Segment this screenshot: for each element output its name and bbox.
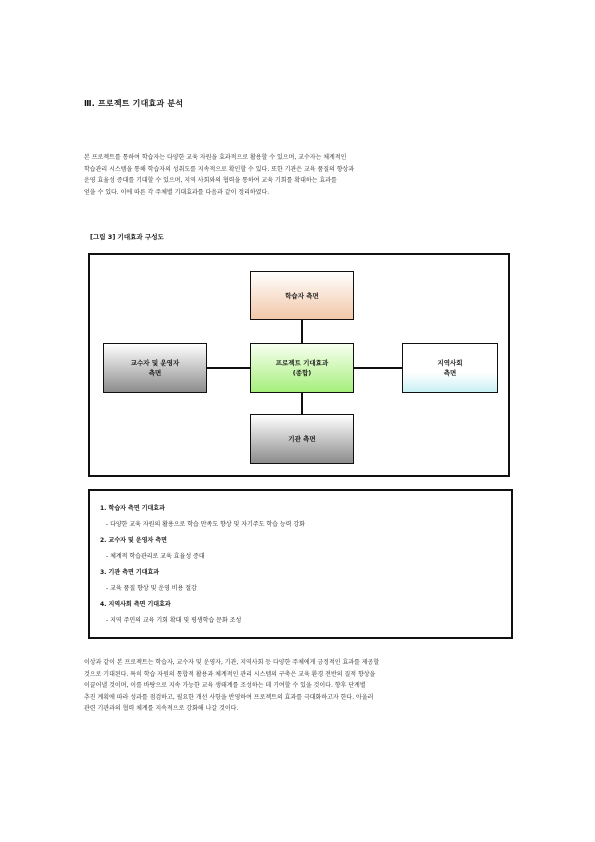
connector-right: [354, 367, 402, 369]
diagram-node-community: [402, 343, 498, 393]
connector-bottom: [301, 393, 303, 414]
section-heading: Ⅲ. 프로젝트 기대효과 분석: [84, 99, 184, 108]
node-label: 프로젝트 기대효과: [275, 359, 329, 367]
node-label: 측면: [148, 369, 162, 377]
diagram-node-instructor: [103, 343, 207, 393]
connector-left: [207, 367, 250, 369]
closing-paragraph: [84, 657, 512, 715]
figure-caption: [그림 3] 기대효과 구성도: [90, 233, 164, 241]
intro-paragraph: [84, 152, 512, 198]
intro-line: 학습관리 시스템을 통해 학습자의 성취도를 지속적으로 확인할 수 있다. 또한 기관은 교육 품질의 향상과: [84, 165, 355, 173]
intro-line: 얻을 수 있다. 이에 따른 각 주체별 기대효과를 다음과 같이 정리하였다.: [84, 188, 270, 196]
intro-line: 본 프로젝트를 통하여 학습자는 다양한 교육 자원을 효과적으로 활용할 수 있으며, 교수자는 체계적인: [84, 154, 347, 161]
closing-line: 이상과 같이 본 프로젝트는 학습자, 교수자 및 운영자, 기관, 지역사회 등 다양한 주체에게 긍정적인 효과를 제공할: [84, 659, 380, 666]
diagram-node-learner: [250, 271, 354, 320]
note-item: - 다양한 교육 자원의 활용으로 학습 만족도 향상 및 자기주도 학습 능력 강화: [106, 521, 305, 528]
node-label: (종합): [292, 369, 312, 377]
closing-line: 이끌어낼 것이며, 이를 바탕으로 지속 가능한 교육 생태계를 조성하는 데 기여할 수 있을 것이다. 향후 단계별: [84, 682, 366, 689]
node-label: 지역사회: [437, 359, 463, 367]
note-item: - 지역 주민의 교육 기회 확대 및 평생학습 문화 조성: [106, 617, 242, 624]
notes-box: [88, 489, 513, 639]
note-heading: 4. 지역사회 측면 기대효과: [100, 601, 171, 608]
diagram-node-institution: [250, 414, 354, 464]
node-label: 측면: [443, 369, 457, 377]
closing-line: 것으로 기대된다. 특히 학습 자원의 통합적 활용과 체계적인 관리 시스템의 구축은 교육 환경 전반의 질적 향상을: [84, 670, 376, 678]
diagram-node-center: [250, 343, 354, 393]
effects-diagram: [88, 253, 510, 477]
closing-line: 관련 기관과의 협력 체계를 지속적으로 강화해 나갈 것이다.: [84, 705, 239, 712]
connector-top: [301, 320, 303, 343]
node-label: 교수자 및 운영자: [130, 359, 180, 367]
note-item: - 교육 품질 향상 및 운영 비용 절감: [106, 585, 197, 592]
note-heading: 1. 학습자 측면 기대효과: [100, 505, 165, 512]
note-heading: 2. 교수자 및 운영자 측면: [100, 537, 167, 544]
note-heading: 3. 기관 측면 기대효과: [100, 569, 160, 576]
closing-line: 추진 계획에 따라 성과를 점검하고, 필요한 개선 사항을 반영하여 프로젝트의 효과를 극대화하고자 한다. 아울러: [84, 693, 374, 701]
note-item: - 체계적 학습관리로 교육 효율성 증대: [106, 553, 205, 560]
node-label: 학습자 측면: [285, 291, 319, 300]
intro-line: 운영 효율성 증대를 기대할 수 있으며, 지역 사회와의 협력을 통하여 교육 기회를 확대하는 효과를: [84, 177, 337, 184]
node-label: 기관 측면: [288, 435, 316, 443]
